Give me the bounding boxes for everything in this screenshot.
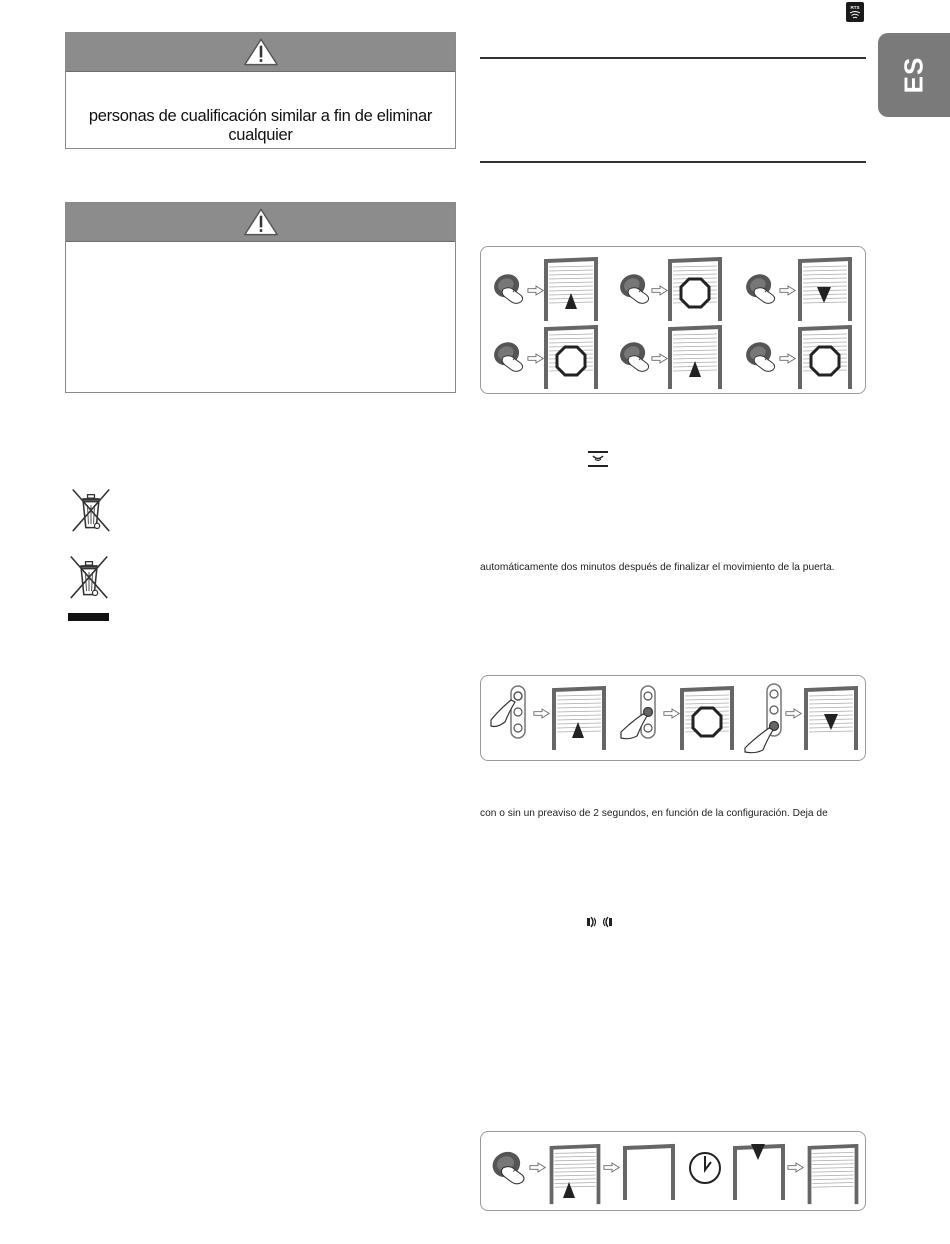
crossed-out-bin-icon (64, 553, 114, 605)
illustration-panel-autoclose (480, 1131, 866, 1211)
language-tab (878, 33, 950, 117)
my-button-icon (587, 450, 609, 468)
illustration-panel-remote (480, 246, 866, 394)
warning-triangle-icon (243, 207, 279, 237)
rts-logo-icon (846, 2, 864, 22)
remote-control-icon (488, 1147, 524, 1183)
warning-header-2 (66, 203, 455, 242)
remote-control-icon (742, 270, 775, 303)
language-tab-label: ES (898, 56, 929, 94)
remote-control-icon (490, 270, 523, 303)
switch-door-sequence (481, 676, 867, 762)
door-stop-octagon-icon (811, 347, 839, 375)
open-door-frame (625, 1146, 673, 1200)
divider-top (480, 57, 866, 59)
bin-underline-bar (68, 613, 109, 621)
text-preaviso: con o sin un preaviso de 2 segundos, en función de la configuración. Deja de (480, 808, 828, 819)
remote-door-sequence (481, 247, 867, 395)
remote-control-icon (616, 270, 649, 303)
warning-box-2 (65, 202, 456, 393)
warning-text-1: personas de cualificación similar a fin de eliminar cualquier (88, 107, 433, 144)
door-stop-octagon-icon (693, 708, 721, 736)
svg-text:RTS: RTS (850, 5, 860, 10)
door-close-arrow-icon (751, 1144, 765, 1160)
illustration-panel-switch (480, 675, 866, 761)
crossed-out-bin-icon (66, 486, 116, 538)
remote-control-icon (490, 338, 523, 371)
warning-box-1 (65, 32, 456, 149)
divider-second (480, 161, 866, 163)
warning-header-1 (66, 33, 455, 72)
remote-control-icon (742, 338, 775, 371)
door-stop-octagon-icon (557, 347, 585, 375)
autoclose-sequence (481, 1132, 867, 1212)
sensor-icon (586, 916, 616, 928)
warning-triangle-icon (243, 37, 279, 67)
door-stop-octagon-icon (681, 279, 709, 307)
remote-control-icon (616, 338, 649, 371)
text-automatic-close: automáticamente dos minutos después de finalizar el movimiento de la puerta. (480, 562, 835, 573)
